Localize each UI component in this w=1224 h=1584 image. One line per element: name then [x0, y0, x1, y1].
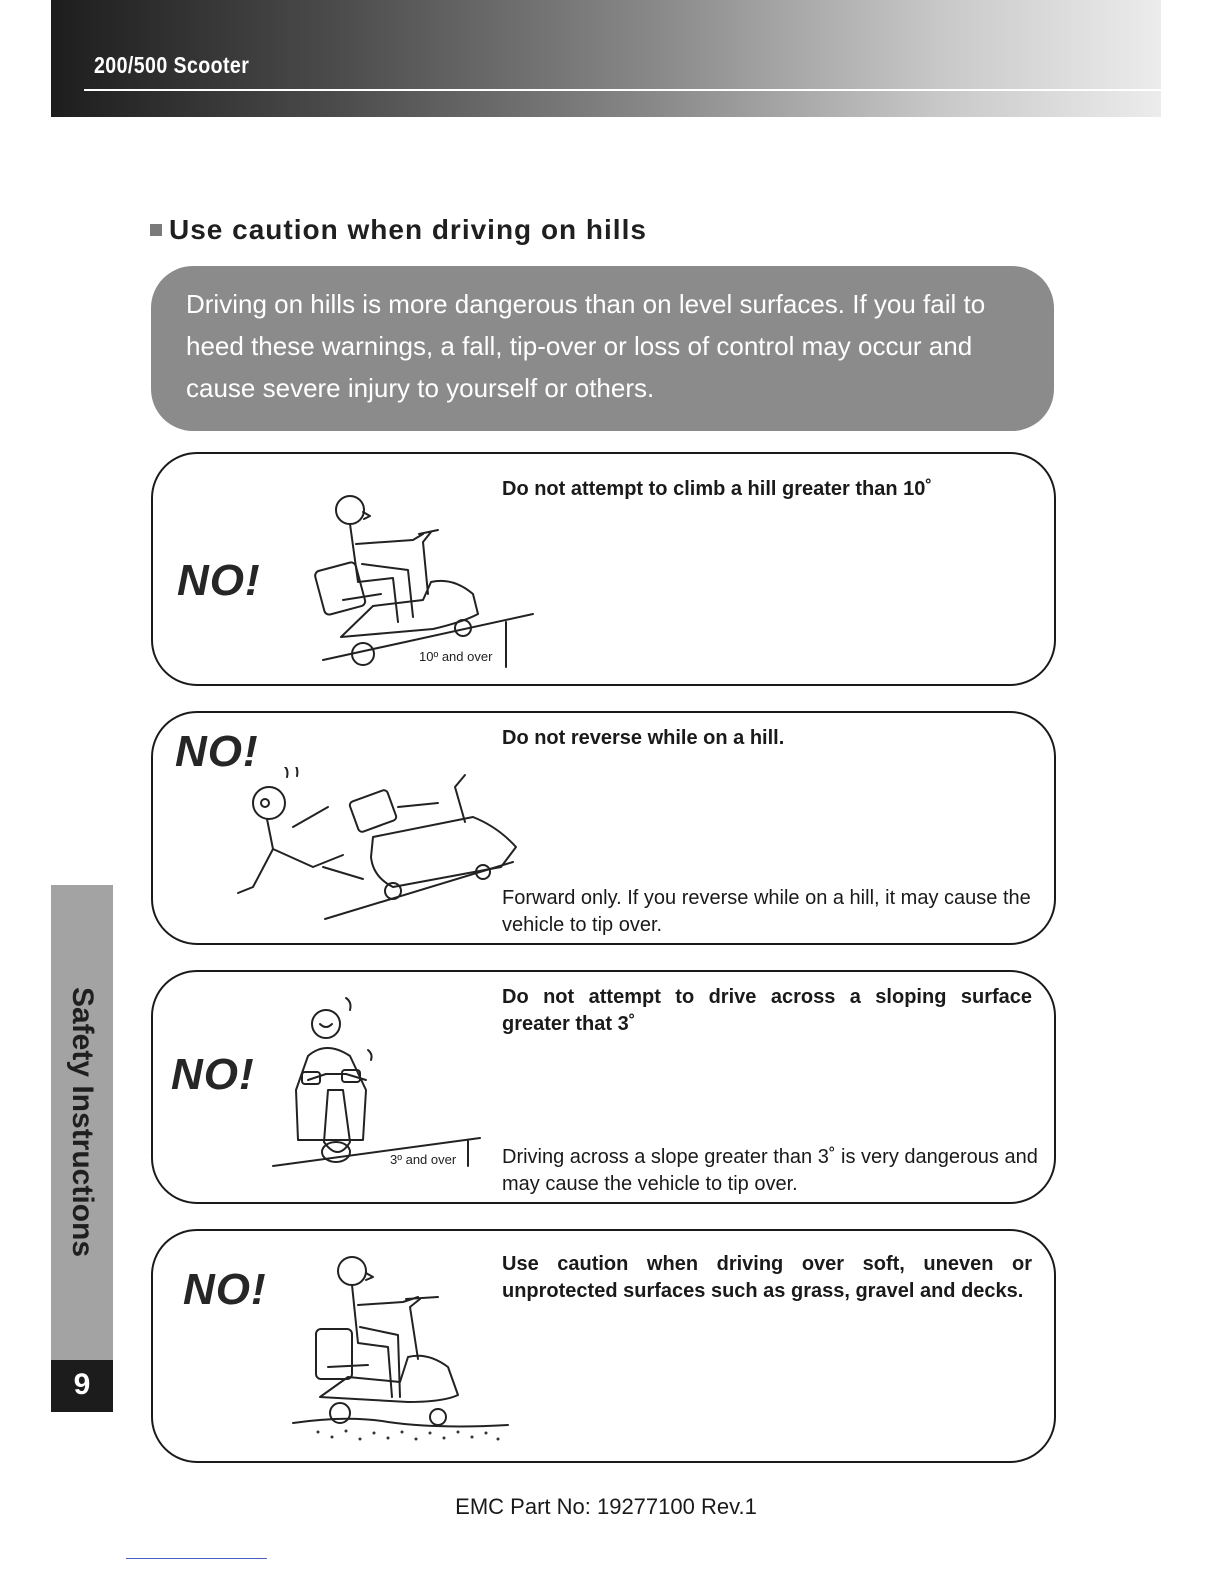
- header-title: 200/500 Scooter: [94, 52, 250, 78]
- page-number: 9: [73, 1368, 91, 1401]
- panel-title: Use caution when driving over soft, uneven or unprotected surfaces such as grass, gravel and decks.: [502, 1253, 1032, 1302]
- panel-soft-surfaces: [151, 1229, 1056, 1463]
- scooter-tipping-backward-illustration: [233, 767, 523, 927]
- panel-sloping-surface: [151, 970, 1056, 1204]
- footer-line: [126, 1558, 267, 1559]
- section-heading: [150, 214, 647, 246]
- scooter-climbing-hill-illustration: [313, 482, 543, 672]
- square-bullet-icon: [150, 224, 162, 236]
- scooter-on-gravel-illustration: [288, 1247, 518, 1447]
- panel-note: Forward only. If you reverse while on a hill, it may cause the vehicle to tip over.: [502, 887, 1031, 936]
- no-label: NO!: [183, 1265, 267, 1314]
- panel-title: Do not attempt to drive across a sloping surface greater that 3˚: [502, 986, 1032, 1035]
- angle-label: 3º and over: [390, 1152, 457, 1167]
- panel-hill-climb: [151, 452, 1056, 686]
- no-label: NO!: [175, 727, 259, 776]
- page-number-box: [51, 1360, 113, 1412]
- side-section-tab: [51, 885, 113, 1360]
- header-rule: [84, 89, 1161, 91]
- scooter-across-slope-illustration: [268, 990, 488, 1180]
- angle-label: 10º and over: [419, 649, 493, 664]
- warning-text: Driving on hills is more dangerous than on level surfaces. If you fail to heed these warnings, a fall, tip-over or loss of control may occur and cause severe injury to yourself or others.: [186, 289, 986, 403]
- no-label: NO!: [171, 1050, 255, 1099]
- page-header: [51, 0, 1161, 117]
- section-heading-text: Use caution when driving on hills: [169, 214, 647, 245]
- side-section-label: Safety Instructions: [66, 986, 99, 1258]
- panel-reverse-on-hill: [151, 711, 1056, 945]
- panel-title: Do not reverse while on a hill.: [502, 727, 785, 749]
- panel-note: Driving across a slope greater than 3˚ is very dangerous and may cause the vehicle to tip over.: [502, 1146, 1038, 1195]
- warning-box: [151, 266, 1054, 431]
- panel-title: Do not attempt to climb a hill greater than 10˚: [502, 478, 933, 500]
- no-label: NO!: [177, 556, 261, 605]
- footer-part-number: EMC Part No: 19277100 Rev.1: [455, 1494, 757, 1519]
